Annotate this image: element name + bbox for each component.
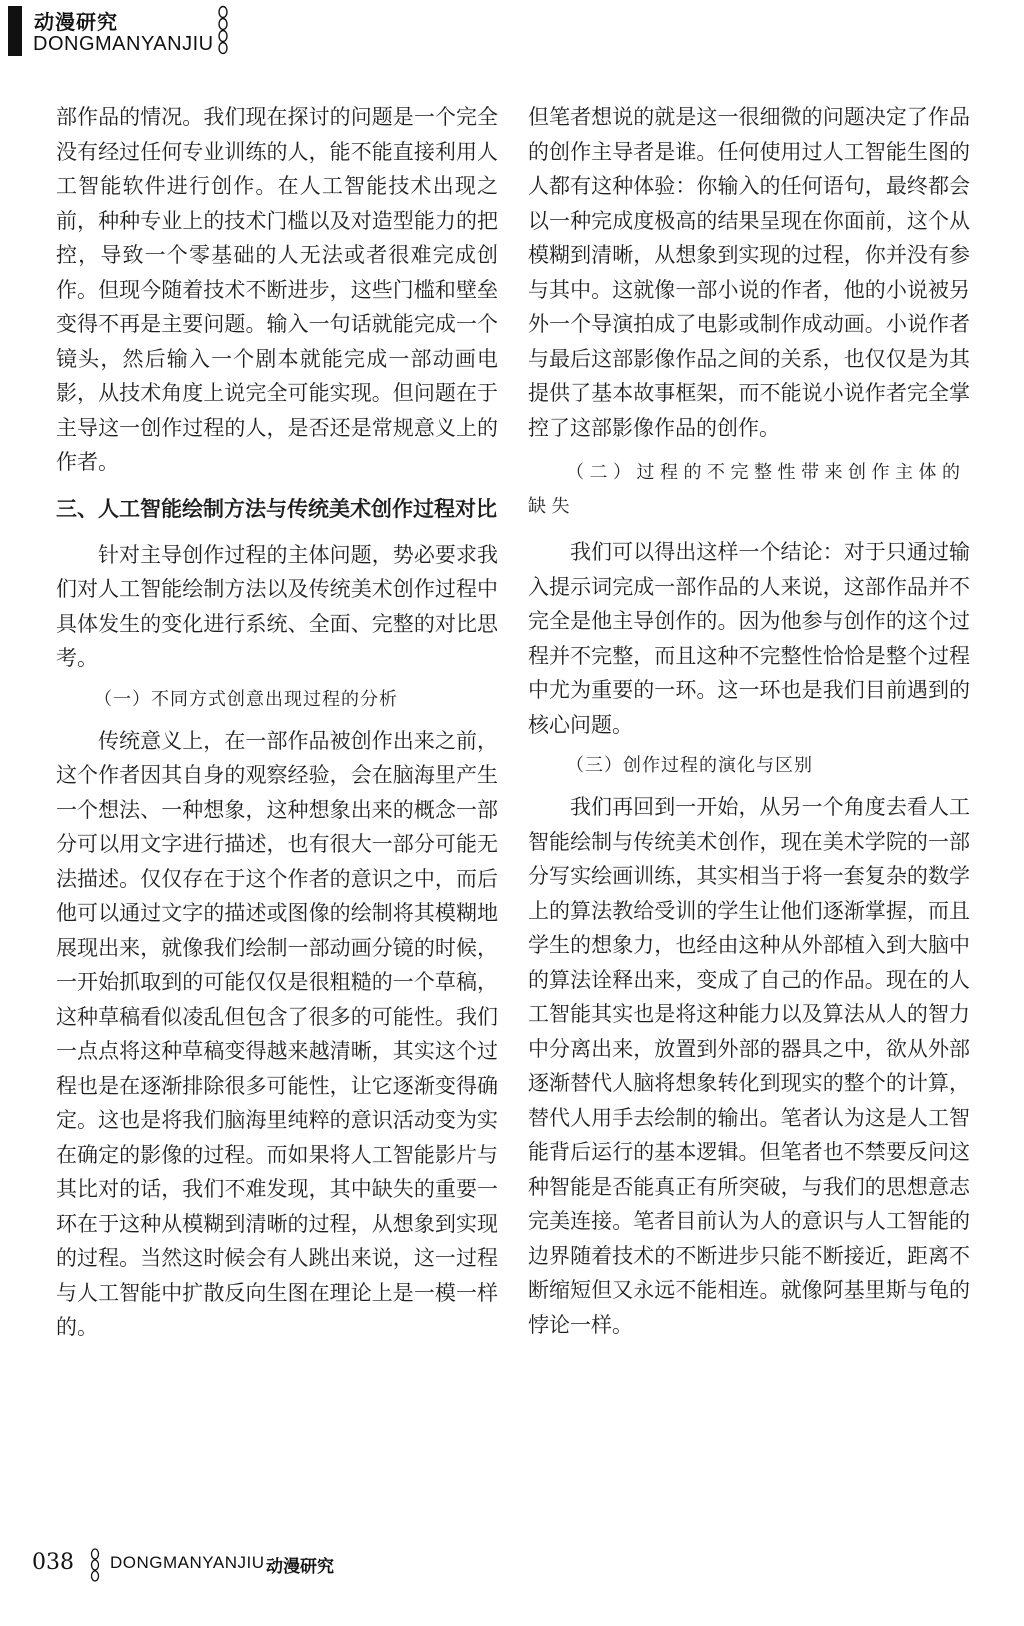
chain-ornament-icon: [88, 1548, 102, 1584]
right-paragraph-2: 我们可以得出这样一个结论：对于只通过输入提示词完成一部作品的人来说，这部作品并不完全是他主导创作的。因为他参与创作的这个过程并不完整，而且这种不完整性恰恰是整个过程中尤为重要的一环。这一环也是我们目前遇到的核心问题。: [528, 540, 970, 737]
header-black-bar: [8, 6, 22, 56]
subsection-2-heading: （二）过程的不完整性带来创作主体的缺失: [528, 462, 966, 517]
footer-journal-en: DONGMANYANJIU: [110, 1553, 265, 1572]
right-column: [528, 100, 970, 1342]
left-paragraph-3: 传统意义上，在一部作品被创作出来之前，这个作者因其自身的观察经验，会在脑海里产生一个想法、一种想象，这种想象出来的概念一部分可以用文字进行描述，也有很大一部分可能无法描述。仅仅存在于这个作者的意识之中，而后他可以通过文字的描述或图像的绘制将其模糊地展现出来，就像我们绘制一部动画分镜的时候，一开始抓取到的可能仅仅是很粗糙的一个草稿，这种草稿看似凌乱但包含了很多的可能性。我们一点点将这种草稿变得越来越清晰，其实这个过程也是在逐渐排除很多可能性，让它逐渐变得确定。这也是将我们脑海里纯粹的意识活动变为实在确定的影像的过程。而如果将人工智能影片与其比对的话，我们不难发现，其中缺失的重要一环在于这种从模糊到清晰的过程，从想象到实现的过程。当然这时候会有人跳出来说，这一过程与人工智能中扩散反向生图在理论上是一模一样的。: [56, 728, 498, 1339]
journal-title-cn: 动漫研究: [34, 10, 118, 34]
footer-journal-cn: 动漫研究: [266, 1557, 334, 1577]
page-header: [0, 0, 1024, 75]
chain-ornament-icon: [215, 5, 231, 57]
left-paragraph-1: 部作品的情况。我们现在探讨的问题是一个完全没有经过任何专业训练的人，能不能直接利用人工智能软件进行创作。在人工智能技术出现之前，种种专业上的技术门槛以及对造型能力的把控，导致一个零基础的人无法或者很难完成创作。但现今随着技术不断进步，这些门槛和壁垒变得不再是主要问题。输入一句话就能完成一个镜头，然后输入一个剧本就能完成一部动画电影，从技术角度上说完全可能实现。但问题在于主导这一创作过程的人，是否还是常规意义上的作者。: [56, 105, 498, 474]
section-3-heading: 三、人工智能绘制方法与传统美术创作过程对比: [56, 496, 497, 521]
subsection-3-heading: （三）创作过程的演化与区别: [566, 755, 813, 776]
left-paragraph-2: 针对主导创作过程的主体问题，势必要求我们对人工智能绘制方法以及传统美术创作过程中具体发生的变化进行系统、全面、完整的对比思考。: [56, 542, 498, 670]
left-column: [56, 100, 498, 1345]
right-paragraph-1: 但笔者想说的就是这一很细微的问题决定了作品的创作主导者是谁。任何使用过人工智能生图的人都有这种体验：你输入的任何语句，最终都会以一种完成度极高的结果呈现在你面前，这个从模糊到清晰，从想象到实现的过程，你并没有参与其中。这就像一部小说的作者，他的小说被另外一个导演拍成了电影或制作成动画。小说作者与最后这部影像作品之间的关系，也仅仅是为其提供了基本故事框架，而不能说小说作者完全掌控了这部影像作品的创作。: [528, 105, 970, 440]
subsection-1-heading: （一）不同方式创意出现过程的分析: [94, 688, 398, 710]
page-number: 038: [32, 1550, 74, 1575]
journal-title-en: DONGMANYANJIU: [33, 33, 214, 55]
page-footer: [0, 1540, 1024, 1590]
right-paragraph-3: 我们再回到一开始，从另一个角度去看人工智能绘制与传统美术创作，现在美术学院的一部分写实绘画训练，其实相当于将一套复杂的数学上的算法教给受训的学生让他们逐渐掌握，而且学生的想象力，也经由这种从外部植入到大脑中的算法诠释出来，变成了自己的作品。现在的人工智能其实也是将这种能力以及算法从人的智力中分离出来，放置到外部的器具之中，欲从外部逐渐替代人脑将想象转化到现实的整个的计算，替代人用手去绘制的输出。笔者认为这是人工智能背后运行的基本逻辑。但笔者也不禁要反问这种智能是否能真正有所突破，与我们的思想意志完美连接。笔者目前认为人的意识与人工智能的边界随着技术的不断进步只能不断接近，距离不断缩短但又永远不能相连。就像阿基里斯与龟的悖论一样。: [528, 795, 970, 1337]
